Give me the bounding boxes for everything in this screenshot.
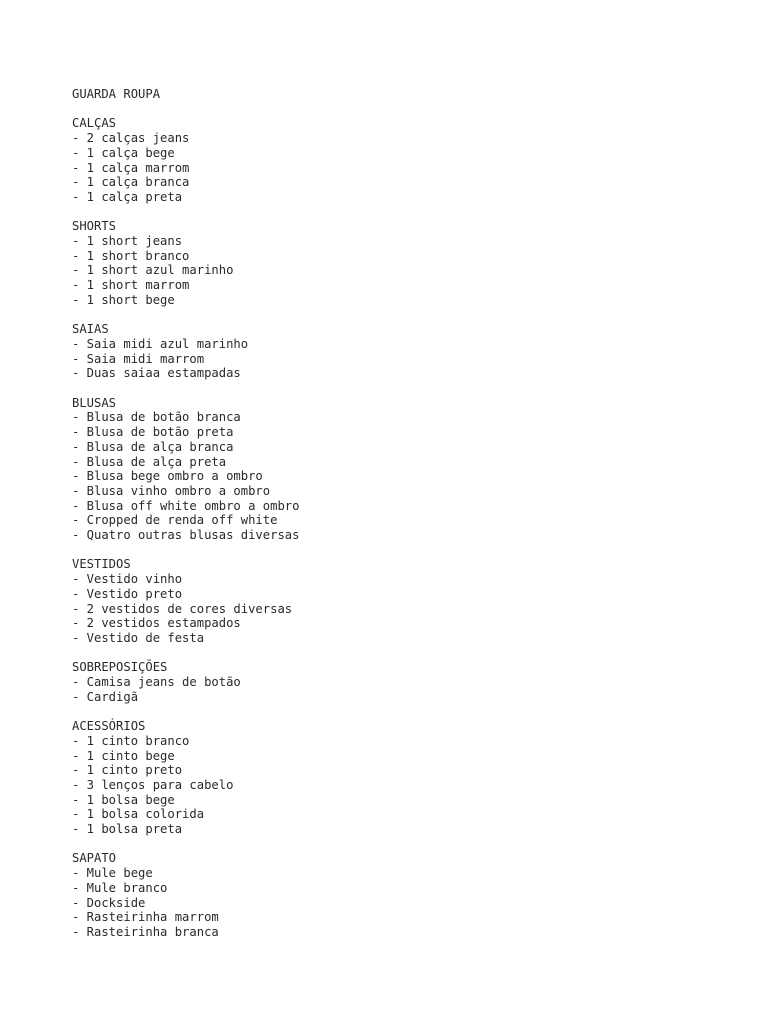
list-item: - Quatro outras blusas diversas <box>72 528 300 543</box>
item-list <box>72 410 732 542</box>
list-item: - Blusa off white ombro a ombro <box>72 498 300 513</box>
item-list <box>72 572 732 646</box>
section <box>72 219 732 307</box>
list-item: - Blusa de alça preta <box>72 454 227 469</box>
list-item: - Rasteirinha marrom <box>72 910 219 925</box>
section <box>72 719 732 837</box>
list-item: - 1 calça branca <box>72 175 190 190</box>
item-list <box>72 337 732 381</box>
section-heading: SAIAS <box>72 322 109 337</box>
section-heading: ACESSÓRIOS <box>72 719 146 734</box>
section <box>72 396 732 543</box>
section <box>72 660 732 704</box>
item-list <box>72 234 732 308</box>
section <box>72 116 732 204</box>
item-list <box>72 675 732 704</box>
list-item: - 1 bolsa colorida <box>72 807 205 822</box>
sections-container <box>72 116 732 939</box>
list-item: - Blusa de botão branca <box>72 410 241 425</box>
section <box>72 322 732 381</box>
list-item: - Blusa de botão preta <box>72 425 234 440</box>
section <box>72 851 732 939</box>
list-item: - 1 cinto bege <box>72 748 175 763</box>
list-item: - Mule bege <box>72 866 153 881</box>
list-item: - 1 short branco <box>72 248 190 263</box>
list-item: - Cardigã <box>72 689 139 704</box>
section-heading: CALÇAS <box>72 116 117 131</box>
list-item: - 1 calça bege <box>72 145 175 160</box>
list-item: - Saia midi azul marinho <box>72 336 249 351</box>
list-item: - 3 lenços para cabelo <box>72 777 234 792</box>
list-item: - Blusa bege ombro a ombro <box>72 469 263 484</box>
list-item: - Dockside <box>72 895 146 910</box>
list-item: - Vestido de festa <box>72 630 205 645</box>
list-item: - 2 calças jeans <box>72 131 190 146</box>
section-heading: VESTIDOS <box>72 557 131 572</box>
list-item: - Blusa de alça branca <box>72 439 234 454</box>
list-item: - Blusa vinho ombro a ombro <box>72 483 271 498</box>
list-item: - 2 vestidos de cores diversas <box>72 601 293 616</box>
list-item: - Saia midi marrom <box>72 351 205 366</box>
list-item: - Camisa jeans de botão <box>72 675 241 690</box>
list-item: - 1 calça preta <box>72 189 183 204</box>
section-heading: SOBREPOSIÇÕES <box>72 660 168 675</box>
section-heading: BLUSAS <box>72 395 117 410</box>
list-item: - Vestido vinho <box>72 572 183 587</box>
list-item: - Cropped de renda off white <box>72 513 278 528</box>
document-title: GUARDA ROUPA <box>72 87 161 101</box>
item-list <box>72 866 732 940</box>
list-item: - Rasteirinha branca <box>72 924 219 939</box>
list-item: - 2 vestidos estampados <box>72 616 241 631</box>
item-list <box>72 131 732 205</box>
list-item: - 1 short jeans <box>72 234 183 248</box>
list-item: - 1 short azul marinho <box>72 263 234 278</box>
section-heading: SHORTS <box>72 219 117 234</box>
list-item: - 1 calça marrom <box>72 160 190 175</box>
list-item: - 1 cinto branco <box>72 733 190 748</box>
item-list <box>72 734 732 837</box>
list-item: - Vestido preto <box>72 586 183 601</box>
list-item: - 1 cinto preto <box>72 763 183 778</box>
section <box>72 557 732 645</box>
list-item: - 1 short marrom <box>72 278 190 293</box>
document-page <box>72 87 732 954</box>
list-item: - 1 bolsa bege <box>72 792 175 807</box>
list-item: - 1 bolsa preta <box>72 822 183 837</box>
list-item: - Duas saiaa estampadas <box>72 366 241 381</box>
list-item: - Mule branco <box>72 880 168 895</box>
section-heading: SAPATO <box>72 851 117 866</box>
list-item: - 1 short bege <box>72 292 175 307</box>
